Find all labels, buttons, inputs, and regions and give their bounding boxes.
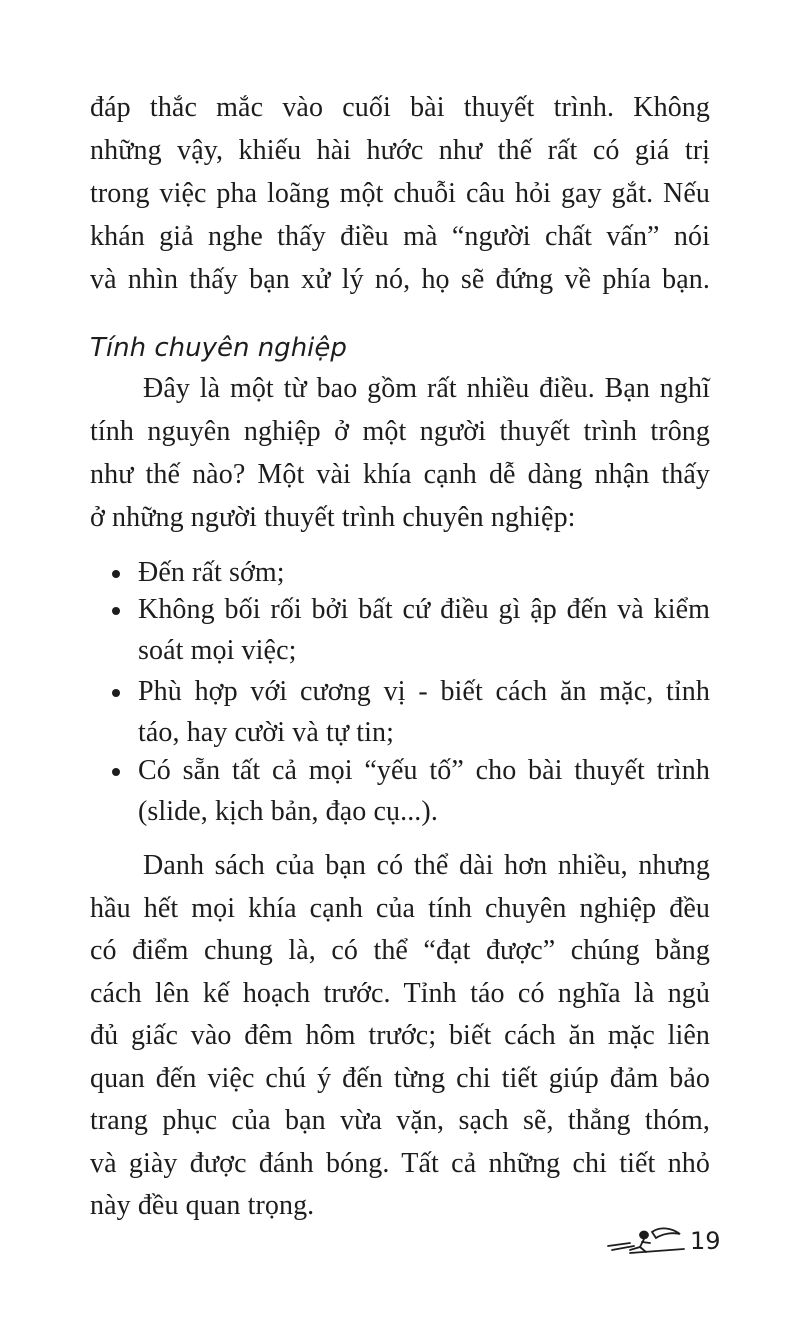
text-line: hầu hết mọi khía cạnh của tính chuyên nghiệp đều (90, 893, 710, 924)
page-number: 19 (690, 1227, 721, 1255)
text-line: này đều quan trọng. (90, 1190, 315, 1221)
bullet-icon (112, 768, 120, 776)
text-line: những vậy, khiếu hài hước như thế rất có giá trị (90, 135, 710, 166)
text-line: có điểm chung là, có thể “đạt được” chúng bằng (90, 935, 710, 966)
text-line: Đây là một từ bao gồm rất nhiều điều. Bạn nghĩ (143, 373, 710, 404)
text-line: đủ giấc vào đêm hôm trước; biết cách ăn mặc liên (90, 1020, 710, 1051)
bullet-icon (112, 689, 120, 697)
bullet-icon (112, 607, 120, 615)
list-item: Có sẵn tất cả mọi “yếu tố” cho bài thuyết trình (138, 755, 710, 786)
text-line: trang phục của bạn vừa vặn, sạch sẽ, thẳng thóm, (90, 1105, 710, 1136)
text-line: như thế nào? Một vài khía cạnh dễ dàng nhận thấy (90, 459, 710, 490)
text-line: cách lên kế hoạch trước. Tỉnh táo có nghĩa là ngủ (90, 978, 710, 1009)
list-item: (slide, kịch bản, đạo cụ...). (138, 796, 438, 827)
bullet-icon (112, 570, 120, 578)
text-line: quan đến việc chú ý đến từng chi tiết giúp đảm bảo (90, 1063, 710, 1094)
section-heading: Tính chuyên nghiệp (90, 333, 347, 363)
list-item: Không bối rối bởi bất cứ điều gì ập đến và kiểm (138, 594, 710, 625)
text-line: đáp thắc mắc vào cuối bài thuyết trình. Không (90, 92, 710, 123)
text-line: Danh sách của bạn có thể dài hơn nhiều, nhưng (143, 850, 710, 881)
list-item: Phù hợp với cương vị - biết cách ăn mặc, tỉnh (138, 676, 710, 707)
list-item: Đến rất sớm; (138, 557, 285, 588)
list-item: soát mọi việc; (138, 635, 297, 666)
text-line: và giày được đánh bóng. Tất cả những chi tiết nhỏ (90, 1148, 710, 1179)
text-line: ở những người thuyết trình chuyên nghiệp: (90, 502, 576, 533)
text-line: tính nguyên nghiệp ở một người thuyết trình trông (90, 416, 710, 447)
text-line: và nhìn thấy bạn xử lý nó, họ sẽ đứng về phía bạn. (90, 264, 710, 295)
text-line: khán giả nghe thấy điều mà “người chất vấn” nói (90, 221, 710, 252)
text-line: trong việc pha loãng một chuỗi câu hỏi gay gắt. Nếu (90, 178, 710, 209)
list-item: táo, hay cười và tự tin; (138, 717, 394, 748)
